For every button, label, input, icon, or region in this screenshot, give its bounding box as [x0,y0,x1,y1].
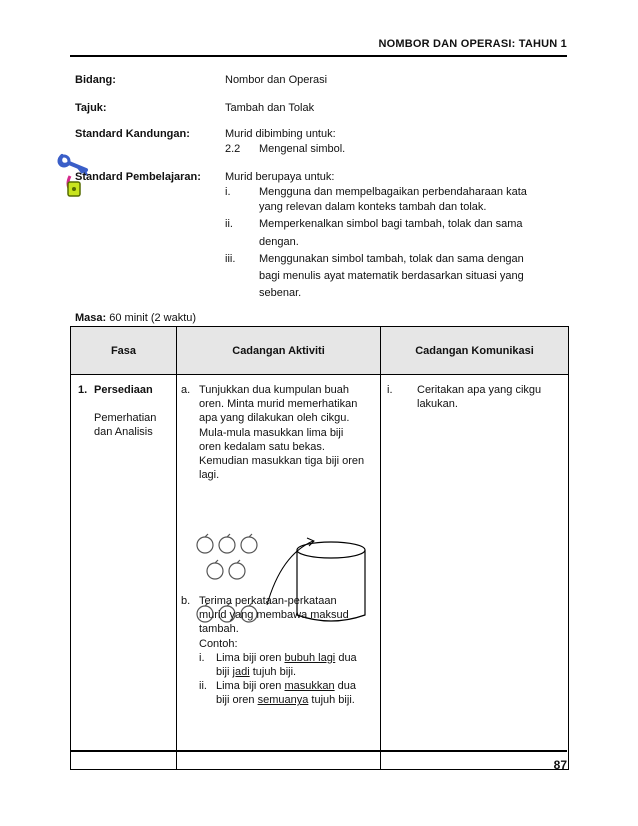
header-fasa: Fasa [71,327,177,375]
sp-item-num: ii. [225,218,233,230]
example-num: i. [199,651,205,664]
sp-item [225,185,565,215]
komunikasi-line: lakukan. [417,398,458,410]
header-rule [70,55,567,57]
sp-item-line: Memperkenalkan simbol bagi tambah, tolak dan sama [259,218,523,230]
header-cadangan-komunikasi: Cadangan Komunikasi [381,327,569,375]
example-text: tujuh biji. [249,666,297,679]
aktiviti-b-letter: b. [181,595,191,607]
sp-item-line: Mengguna dan mempelbagaikan perbendaharaan kata [259,186,527,198]
page-header-title: NOMBOR DAN OPERASI: TAHUN 1 [378,38,567,50]
standard-kandungan-label: Standard Kandungan: [75,128,190,140]
example-keyword: jadi [232,666,250,679]
sp-item-num: iii. [225,253,236,265]
komunikasi-num: i. [387,384,393,396]
table-row [71,375,569,770]
standard-pembelajaran-label: Standard Pembelajaran: [75,171,201,183]
aktiviti-b-line: murid yang membawa maksud [199,609,349,622]
aktiviti-cell [177,375,381,770]
masa-value: 60 minit (2 waktu) [109,312,197,324]
lesson-plan-table [70,326,569,770]
sp-item-line: Menggunakan simbol tambah, tolak dan sama dengan [259,253,524,265]
aktiviti-a-letter: a. [181,384,191,396]
standard-kandungan-intro: Murid dibimbing untuk: [225,128,336,140]
aktiviti-b-line: tambah. [199,623,239,636]
sp-item-num: i. [225,186,231,198]
sp-item-line: bagi menulis ayat matematik berdasarkan situasi yang [259,270,524,282]
masa-line [75,312,196,324]
aktiviti-a-line: lagi. [199,469,220,482]
aktiviti-a-line: Tunjukkan dua kumpulan buah [199,384,350,396]
fasa-num: 1. [78,384,88,396]
aktiviti-a-line: Kemudian masukkan tiga biji oren [199,455,365,468]
sp-item-line: sebenar. [259,287,302,299]
standard-kandungan-item [225,142,565,157]
masa-label: Masa: [75,312,107,324]
sp-item-line: yang relevan dalam konteks tambah dan tolak. [259,201,487,213]
sp-item-line: dengan. [259,236,299,248]
sk-item-num: 2.2 [225,143,241,155]
standard-pembelajaran-list [225,185,565,301]
tajuk-value: Tambah dan Tolak [225,102,315,114]
aktiviti-b-line: Terima perkataan-perkataan [199,595,337,607]
example-keyword: masukkan [284,680,335,693]
example-text: dua [335,651,357,664]
bidang-value: Nombor dan Operasi [225,74,328,86]
aktiviti-a-line: Mula-mula masukkan lima biji [199,426,344,439]
aktiviti-a-line: oren. Minta murid memerhatikan [199,398,358,411]
standard-pembelajaran-intro: Murid berupaya untuk: [225,171,335,183]
example-text: biji [216,666,233,679]
sp-item [225,217,565,250]
example-item [199,679,377,707]
page-number: 87 [553,758,567,772]
fasa-cell [71,375,177,770]
example-text: Lima biji oren [216,651,285,664]
aktiviti-b-line: Contoh: [199,637,238,650]
tajuk-label: Tajuk: [75,102,107,114]
komunikasi-line: Ceritakan apa yang cikgu [417,384,542,396]
aktiviti-a-line: apa yang dilakukan oleh cikgu. [199,412,350,425]
example-text: Lima biji oren [216,680,285,693]
footer-rule [70,750,567,752]
header-cadangan-aktiviti: Cadangan Aktiviti [177,327,381,375]
fasa-sub: dan Analisis [94,426,153,438]
example-item [199,651,377,679]
example-text: tujuh biji. [308,694,355,707]
orange-group-top [197,534,257,579]
komunikasi-cell [381,375,569,770]
fasa-sub: Pemerhatian [94,412,157,424]
table-header-row [71,327,569,375]
example-keyword: bubuh lagi [284,651,336,664]
sp-item [225,252,565,301]
bidang-label: Bidang: [75,74,116,86]
sk-item-text: Mengenal simbol. [259,143,346,155]
example-num: ii. [199,680,207,693]
example-text: biji oren [216,694,258,707]
example-keyword: semuanya [257,694,309,707]
example-text: dua [334,680,357,693]
fasa-title: Persediaan [94,384,153,396]
aktiviti-a-line: oren kedalam satu bekas. [199,440,325,453]
